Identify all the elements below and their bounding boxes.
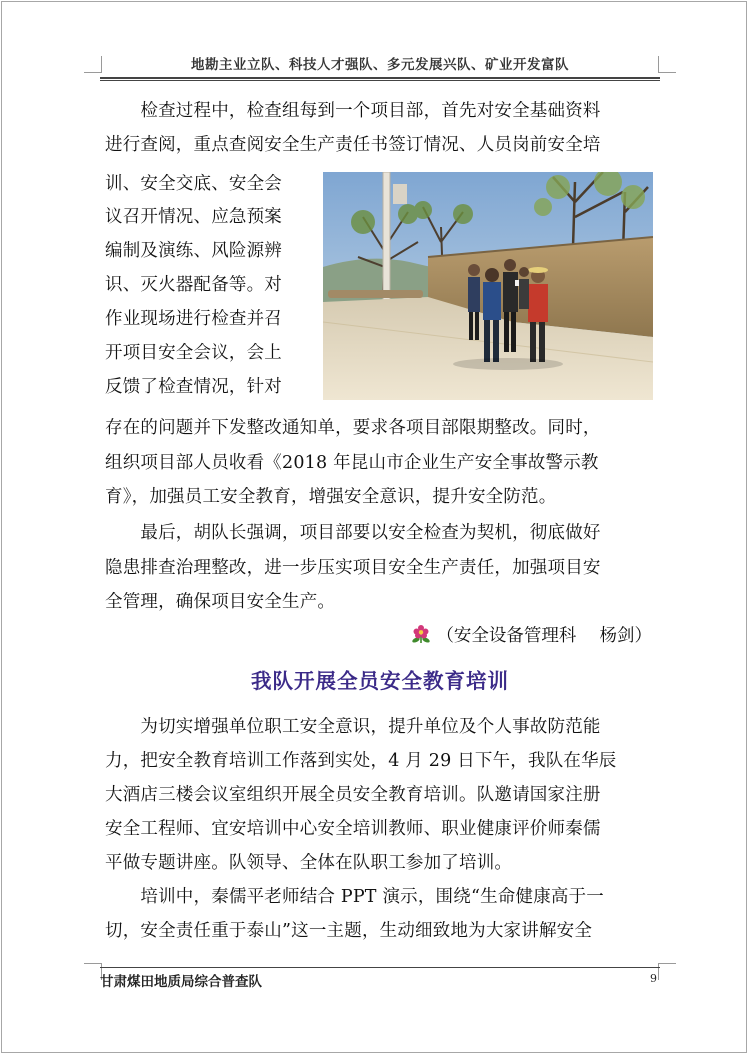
para2-line: 隐患排查治理整改，进一步压实项目安全生产责任，加强项目安 [105,558,601,578]
crop-mark-bottom-right-h [658,963,676,964]
para3-line: 力，把安全教育培训工作落到实处，4 月 29 日下午，我队在华辰 [105,751,617,771]
crop-mark-bottom-right-v [658,963,659,980]
header-rule [100,77,660,81]
para3-line: 为切实增强单位职工安全意识，提升单位及个人事故防范能 [105,717,601,737]
footer-rule [100,967,660,968]
crop-mark-bottom-left-h [84,963,102,964]
para2-line: 最后，胡队长强调，项目部要以安全检查为契机，彻底做好 [105,523,601,543]
author-signature [410,624,652,648]
signature-text: （安全设备管理科 杨剑） [436,626,652,646]
footer-organization: 甘肃煤田地质局综合普查队 [100,974,262,990]
header-slogan: 地勘主业立队、科技人才强队、多元发展兴队、矿业开发富队 [191,57,569,73]
flower-icon [410,624,432,644]
para1-line: 编制及演练、风险源辨 [105,241,282,261]
para1-line: 开项目安全会议，会上 [105,343,282,363]
para1-line: 反馈了检查情况，针对 [105,377,282,397]
para1-line: 检查过程中，检查组每到一个项目部，首先对安全基础资料 [105,101,601,121]
para4-line: 切，安全责任重于泰山”这一主题，生动细致地为大家讲解安全 [105,921,593,941]
para1-line: 育》，加强员工安全教育，增强安全意识，提升安全防范。 [105,487,557,507]
para1-line: 作业现场进行检查并召 [105,309,282,329]
para1-line: 存在的问题并下发整改通知单，要求各项目部限期整改。同时， [105,418,601,438]
inspection-photo [323,172,653,400]
page-number: 9 [650,972,657,985]
para3-line: 大酒店三楼会议室组织开展全员安全教育培训。队邀请国家注册 [105,785,601,805]
para4-line: 培训中，秦儒平老师结合 PPT 演示，围绕“生命健康高于一 [105,887,604,907]
section-title: 我队开展全员安全教育培训 [251,669,509,693]
para1-line: 训、安全交底、安全会 [105,174,282,194]
para1-line: 议召开情况、应急预案 [105,207,282,227]
crop-mark-top-right-h [658,72,676,73]
para1-line: 组织项目部人员收看《2018 年昆山市企业生产安全事故警示教 [105,453,599,473]
para1-line: 识、灭火器配备等。对 [105,275,282,295]
para3-line: 安全工程师、宜安培训中心安全培训教师、职业健康评价师秦儒 [105,819,601,839]
para1-line: 进行查阅，重点查阅安全生产责任书签订情况、人员岗前安全培 [105,135,601,155]
para3-line: 平做专题讲座。队领导、全体在队职工参加了培训。 [105,853,513,873]
para2-line: 全管理，确保项目安全生产。 [105,592,336,612]
